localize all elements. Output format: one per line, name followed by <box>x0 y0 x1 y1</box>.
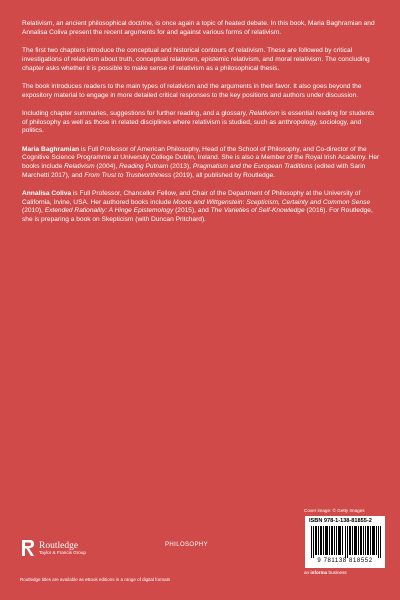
author-bio: Maria Baghramian is Full Professor of American Philosophy, Head of the School of Philosophy, and Co-director of the Cognitive Science Programme at University College Dublin, Ireland. She is also a Member of the Royal Irish Academy. Her books include Relativism (2004), Reading Putnam (2013), Pragmatism and the European Traditions (edited with Sarin Marchetti 2017), and From Trust to Trustworthiness (2019), all published by Routledge. <box>22 145 380 179</box>
barcode-bars <box>311 526 381 558</box>
back-cover-text <box>22 20 380 234</box>
barcode-digits: 9 781138 818552 <box>317 558 373 564</box>
author-name: Maria Baghramian <box>22 145 80 153</box>
author-bio: Annalisa Coliva is Full Professor, Chancellor Fellow, and Chair of the Department of Philosophy at the University of California, Irvine, USA. Her authored books include Moore and Wittgenstein: Scepticism, Certainty and Common Sense (2010), Extended Rationality: A Hinge Epistemology (2015), and The Varieties of Self-Knowledge (2016). For Routledge, she is preparing a book on Skepticism (with Duncan Pritchard). <box>22 189 373 224</box>
author-name: Annalisa Coliva <box>22 189 72 197</box>
description-paragraph: Including chapter summaries, suggestions for further reading, and a glossary, Relativism is essential reading for students of philosophy as well as those in related disciplines where relativism is studied, such as anthropology, sociology, and politics. <box>22 109 375 135</box>
description-paragraph: The first two chapters introduce the conceptual and historical contours of relativism. These are followed by critical investigations of relativism about truth, conceptual relativism, epistemic relativism, and moral relativism. The concluding chapter asks whether it is possible to make sense of relativism as a philosophical thesis. <box>22 46 370 72</box>
isbn-barcode <box>305 516 385 568</box>
description-paragraph: The book introduces readers to the main types of relativism and the arguments in their favor. It also goes beyond the expository material to engage in more detailed critical responses to the key positions and authors under discussion. <box>22 82 362 99</box>
publisher-subtitle: Taylor & Francis Group <box>39 549 86 555</box>
cover-image-credit: Cover image: © Getty Images <box>304 508 365 513</box>
description-paragraph: Relativism, an ancient philosophical doctrine, is once again a topic of heated debate. In this book, Maria Baghramian and Annalisa Coliva present the recent arguments for and against various forms of relativism. <box>22 20 375 36</box>
informa-tagline: an informa business <box>304 570 347 575</box>
isbn-text: ISBN 978-1-138-81855-2 <box>309 518 372 524</box>
routledge-logo-icon <box>20 539 36 557</box>
subject-category: PHILOSOPHY <box>165 542 209 548</box>
book-description <box>22 20 380 136</box>
ebook-note: Routledge titles are available as eBook editions in a range of digital formats <box>20 577 171 582</box>
author-bios <box>22 146 380 225</box>
publisher-logo <box>20 539 86 557</box>
publisher-name: Routledge <box>39 540 79 551</box>
